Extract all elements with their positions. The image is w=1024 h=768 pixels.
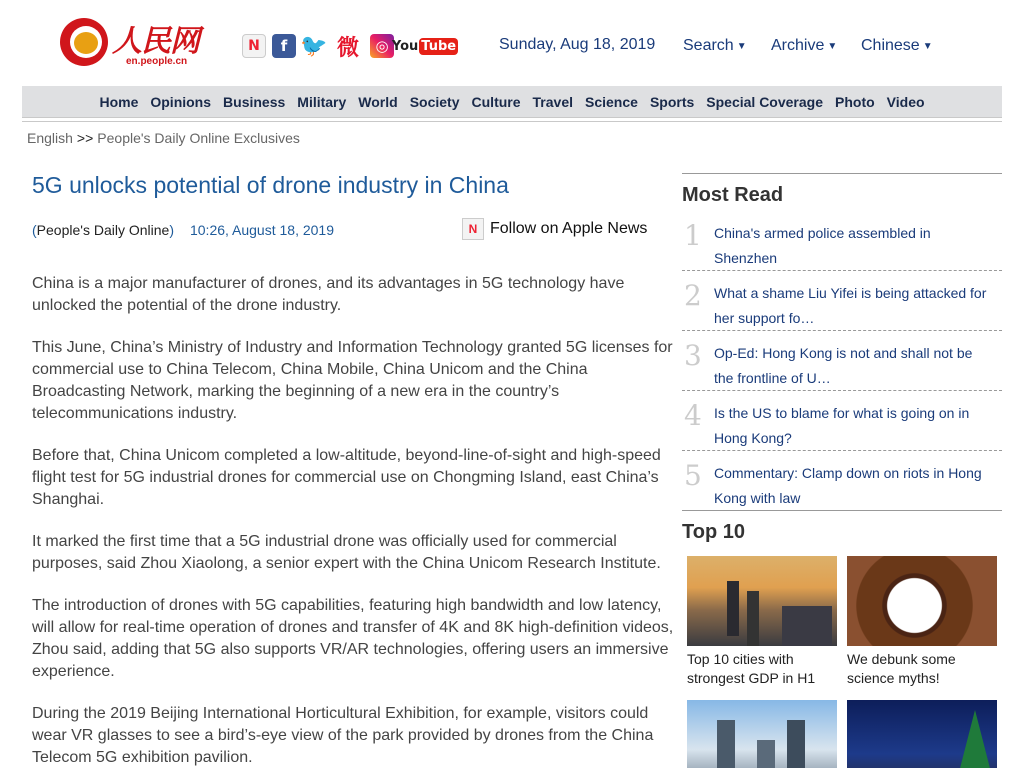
social-links xyxy=(242,33,457,61)
nav-photo[interactable]: Photo xyxy=(835,93,875,110)
top10-caption[interactable]: We debunk some science myths! xyxy=(847,651,956,686)
article-meta xyxy=(32,222,334,238)
article-title: 5G unlocks potential of drone industry in China xyxy=(32,172,509,198)
most-read-item[interactable] xyxy=(682,331,1002,391)
paren-open: ( xyxy=(32,222,37,238)
most-read-number: 2 xyxy=(684,279,702,312)
people-daily-logo[interactable] xyxy=(60,14,205,68)
most-read-list xyxy=(682,211,1002,511)
city-skyline-thumbnail[interactable] xyxy=(687,556,837,646)
nav-special-coverage[interactable]: Special Coverage xyxy=(706,93,824,110)
most-read-link[interactable]: What a shame Liu Yifei is being attacked for her support fo… xyxy=(714,285,987,326)
nav-sports[interactable]: Sports xyxy=(649,93,695,110)
top10-card[interactable] xyxy=(847,556,997,688)
nav-video[interactable]: Video xyxy=(886,93,925,110)
apple-news-icon: N xyxy=(462,218,484,240)
nav-travel[interactable]: Travel xyxy=(532,93,573,110)
most-read-link[interactable]: Commentary: Clamp down on riots in Hong Kong with law xyxy=(714,465,982,506)
most-read-number: 3 xyxy=(684,339,702,372)
article-body xyxy=(32,273,678,768)
article-paragraph: It marked the first time that a 5G industrial drone was officially used for commercial purposes, said Zhou Xiaolong, a senior expert with the China Unicom Research Institute. xyxy=(32,533,661,572)
facebook-icon[interactable]: f xyxy=(272,34,296,58)
nav-divider xyxy=(22,121,1002,122)
most-read-link[interactable]: Op-Ed: Hong Kong is not and shall not be the frontline of U… xyxy=(714,345,973,386)
most-read-item[interactable] xyxy=(682,211,1002,271)
article-paragraph: During the 2019 Beijing International Horticultural Exhibition, for example, visitors could wear VR glasses to see a bird’s-eye view of the park provided by drones from the China Telecom 5G exhibition pavilion. xyxy=(32,705,654,766)
skyscrapers-thumbnail[interactable] xyxy=(687,700,837,768)
breadcrumb xyxy=(27,130,300,146)
most-read-item[interactable] xyxy=(682,391,1002,451)
nav-opinions[interactable]: Opinions xyxy=(150,93,212,110)
chinese-caret-icon: ▼ xyxy=(922,41,933,52)
follow-apple-news-label: Follow on Apple News xyxy=(490,220,648,237)
search-label: Search xyxy=(683,37,734,54)
most-read-item[interactable] xyxy=(682,451,1002,511)
search-caret-icon: ▼ xyxy=(736,41,747,52)
archive-caret-icon: ▼ xyxy=(827,41,838,52)
article-paragraph: Before that, China Unicom completed a low-altitude, beyond-line-of-sight and high-speed flight test for 5G industrial drones for commercial use on Chongming Island, east China’s Shanghai. xyxy=(32,447,661,508)
logo-chinese-text: 人民网 xyxy=(112,24,199,59)
most-read-link[interactable]: China's armed police assembled in Shenzhen xyxy=(714,225,931,266)
chinese-label: Chinese xyxy=(861,37,920,54)
apple-news-icon[interactable]: N xyxy=(242,34,266,58)
top10-heading: Top 10 xyxy=(682,521,745,543)
weibo-icon[interactable]: 微 xyxy=(332,34,364,58)
breadcrumb-separator: >> xyxy=(76,130,94,146)
search-menu[interactable] xyxy=(683,37,747,55)
most-read-link[interactable]: Is the US to blame for what is going on in Hong Kong? xyxy=(714,405,970,446)
top10-caption[interactable]: Top 10 cities with strongest GDP in H1 xyxy=(687,651,816,686)
nav-science[interactable]: Science xyxy=(585,93,638,110)
site-header xyxy=(0,0,1024,86)
article-paragraph: This June, China’s Ministry of Industry and Information Technology granted 5G licenses for commercial use to China Telecom, China Mobile, China Unicom and the China Broadcasting Network, marking the beginning of a new era in the country’s telecommunications industry. xyxy=(32,339,673,422)
nav-society[interactable]: Society xyxy=(409,93,460,110)
top10-card[interactable] xyxy=(687,556,837,688)
paren-close: ) xyxy=(169,222,174,238)
most-read-number: 4 xyxy=(684,399,702,432)
follow-apple-news-button[interactable] xyxy=(462,218,647,240)
nav-home[interactable]: Home xyxy=(99,93,139,110)
breadcrumb-english[interactable]: English xyxy=(27,130,73,146)
article-paragraph: China is a major manufacturer of drones, and its advantages in 5G technology have unlocked the potential of the drone industry. xyxy=(32,275,625,314)
archive-label: Archive xyxy=(771,37,825,54)
top10-card[interactable] xyxy=(847,700,997,768)
youtube-tube-text: Tube xyxy=(421,38,457,54)
article-time: 10:26, August 18, 2019 xyxy=(189,222,334,238)
coffee-cup-thumbnail[interactable] xyxy=(847,556,997,646)
top10-card[interactable] xyxy=(687,700,837,768)
sidebar xyxy=(682,173,1002,768)
article-source[interactable]: People's Daily Online xyxy=(36,222,170,238)
nav-military[interactable]: Military xyxy=(297,93,347,110)
top10-grid xyxy=(682,556,1002,768)
chinese-menu[interactable] xyxy=(861,37,933,55)
current-date: Sunday, Aug 18, 2019 xyxy=(499,36,656,53)
main-navigation xyxy=(22,86,1002,118)
sidebar-top-divider xyxy=(682,173,1002,174)
nav-world[interactable]: World xyxy=(358,93,398,110)
archive-menu[interactable] xyxy=(771,37,837,55)
most-read-number: 1 xyxy=(684,219,702,252)
night-tree-thumbnail[interactable] xyxy=(847,700,997,768)
article-paragraph: The introduction of drones with 5G capabilities, featuring high bandwidth and low latency, will allow for real-time operation of drones and transfer of 4K and 8K high-definition videos, Zhou said, adding that 5G also supports VR/AR technologies, offering users an immersive experience. xyxy=(32,597,674,680)
most-read-heading: Most Read xyxy=(682,184,784,206)
nav-culture[interactable]: Culture xyxy=(471,93,521,110)
logo-swirl-icon xyxy=(60,18,108,66)
breadcrumb-section[interactable]: People's Daily Online Exclusives xyxy=(97,130,300,146)
most-read-item[interactable] xyxy=(682,271,1002,331)
nav-business[interactable]: Business xyxy=(223,93,286,110)
logo-url-text: en.people.cn xyxy=(126,56,188,67)
youtube-you-text: You xyxy=(391,38,419,54)
youtube-icon[interactable] xyxy=(391,34,457,58)
twitter-icon[interactable]: 🐦 xyxy=(300,33,328,59)
most-read-number: 5 xyxy=(684,459,702,492)
instagram-icon[interactable]: ◎ xyxy=(370,34,394,58)
